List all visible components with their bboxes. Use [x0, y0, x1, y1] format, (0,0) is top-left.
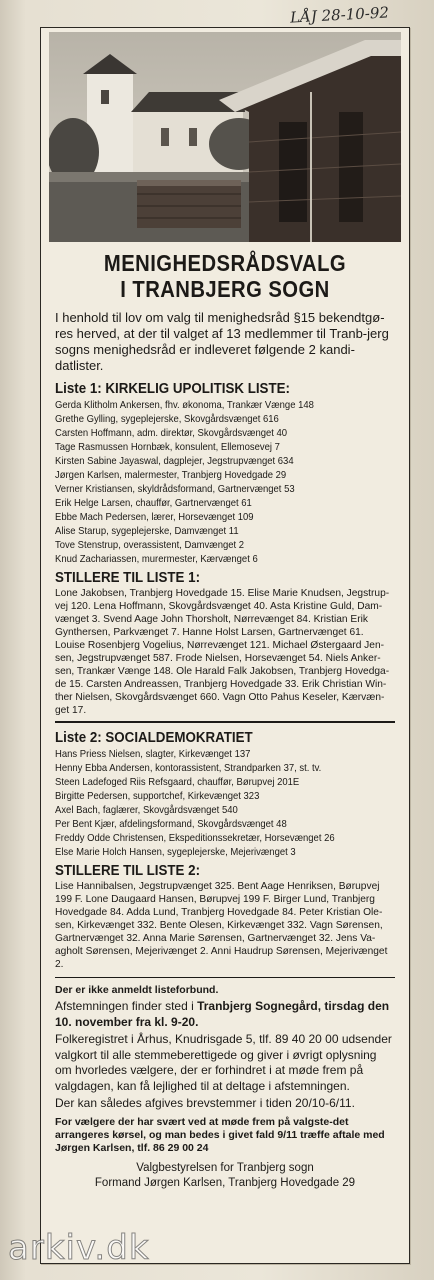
list1-stillere-heading: STILLERE TIL LISTE 1:	[55, 570, 201, 586]
list-item: Freddy Odde Christensen, Ekspeditionssekretær, Horsevænget 26	[55, 833, 335, 844]
list-item: Kirsten Sabine Jayaswal, dagplejer, Jegstrupvænget 634	[55, 456, 294, 467]
headline-line-2: I TRANBJERG SOGN	[120, 276, 330, 302]
voting-info-location: Tranbjerg Sognegård, tirsdag den 10. november fra kl. 9-20.	[55, 999, 390, 1029]
handwritten-date: LÅJ 28-10-92	[289, 3, 390, 27]
transport-info: For vælgere der har svært ved at møde frem på valgste-det arrangeres kørsel, og man bedes i givet fald 9/11 træffe aftale med Jørgen Karlsen, tlf. 86 29 00 24	[55, 1115, 385, 1154]
registry-info: Folkeregistret i Århus, Knudrisgade 5, tlf. 89 40 20 00 udsender valgkort til alle stemmeberettigede og giver i øvrigt oplysning om hvorledes vælgere, der er forhindret i at møde frem på valgdagen, kan få lejlighed til at deltage i afstemningen.	[55, 1032, 392, 1093]
voting-info	[55, 999, 395, 1030]
list-item: Ebbe Mach Pedersen, lærer, Horsevænget 109	[55, 512, 254, 523]
list-item: Knud Zachariassen, murermester, Kærvænget 6	[55, 554, 258, 565]
list-item: Axel Bach, faglærer, Skovgårdsvænget 540	[55, 805, 238, 816]
list-item: Erik Helge Larsen, chauffør, Gartnervænget 61	[55, 498, 252, 509]
signature-line-2: Formand Jørgen Karlsen, Tranbjerg Hovedgade 29	[94, 1176, 356, 1189]
list-item: Verner Kristiansen, skyldrådsformand, Gartnervænget 53	[55, 484, 295, 495]
list-item: Birgitte Pedersen, supportchef, Kirkevænget 323	[55, 791, 260, 802]
list-item: Jørgen Karlsen, malermester, Tranbjerg Hovedgade 29	[55, 470, 287, 481]
intro-paragraph: I henhold til lov om valg til menighedsråd §15 bekendtgø-res herved, at der til valget af 13 medlemmer til Tranb-jerg sogns menighedsråd er indleveret følgende 2 kandi-datlister.	[55, 310, 389, 373]
signature	[55, 1161, 395, 1191]
list2-members	[55, 748, 395, 859]
no-alliance-note: Der er ikke anmeldt listeforbund.	[55, 984, 219, 996]
headline-line-1: MENIGHEDSRÅDSVALG	[103, 250, 347, 276]
archive-watermark: arkiv.dk	[8, 1228, 150, 1268]
divider	[55, 977, 395, 978]
list2-stillere-heading: STILLERE TIL LISTE 2:	[55, 863, 201, 879]
list-item: Gerda Klitholm Ankersen, fhv. økonoma, Trankær Vænge 148	[55, 400, 314, 411]
voting-info-text: Afstemningen finder sted i	[55, 999, 198, 1013]
church-photo	[49, 32, 401, 242]
list-item: Grethe Gylling, sygeplejerske, Skovgårdsvænget 616	[55, 414, 279, 425]
postal-vote-info: Der kan således afgives brevstemmer i tiden 20/10-6/11.	[55, 1096, 355, 1110]
announcement-body	[55, 250, 395, 1191]
list-item: Henny Ebba Andersen, kontorassistent, Strandparken 37, st. tv.	[55, 763, 322, 774]
list1-members	[55, 399, 395, 566]
list-item: Per Bent Kjær, afdelingsformand, Skovgårdsvænget 48	[55, 819, 287, 830]
newspaper-clipping	[40, 27, 410, 1264]
list-item: Alise Starup, sygeplejerske, Damvænget 11	[55, 526, 239, 537]
list-item: Carsten Hoffmann, adm. direktør, Skovgårdsvænget 40	[55, 428, 288, 439]
list-item: Tove Stenstrup, overassistent, Damvænget 2	[55, 540, 245, 551]
list-item: Tage Rasmussen Hornbæk, konsulent, Ellemosevej 7	[55, 442, 280, 453]
list-item: Hans Priess Nielsen, slagter, Kirkevænget 137	[55, 749, 251, 760]
list2-stillere: Lise Hannibalsen, Jegstrupvænget 325. Bent Aage Henriksen, Børupvej 199 F. Lone Daugaard Hansen, Børupvej 199 F. Birger Lund, Tranbjerg Hovedgade 84. Adda Lund, Tranbjerg Hovedgade 84. Peter Kristian Ole-sen, Kirkevænget 332. Bente Olesen, Kirkevænget 332. Vagn Sørensen, Gartnervænget 32. Anna Marie Sørensen, Gartnervænget 32. Jens Va-agholt Sørensen, Mejerivænget 2. Anni Haudrup Sørensen, Mejerivænget 2.	[55, 881, 388, 970]
divider	[55, 721, 395, 723]
list-item: Steen Ladefoged Riis Refsgaard, chauffør, Børupvej 201E	[55, 777, 300, 788]
list1-heading: Liste 1: KIRKELIG UPOLITISK LISTE:	[55, 381, 290, 397]
signature-line-1: Valgbestyrelsen for Tranbjerg sogn	[136, 1161, 314, 1174]
list1-stillere: Lone Jakobsen, Tranbjerg Hovedgade 15. Elise Marie Knudsen, Jegstrup-vej 120. Lena Hoffmann, Skovgårdsvænget 40. Asta Kristine Guld, Dam-vænget 3. Svend Aage John Thorsholt, Nørrevænget 84. Kristian Erik Gynthersen, Parkvænget 7. Hanne Holst Larsen, Gartnervænget 61. Louise Rosenbjerg Vogelius, Nørrevænget 121. Michael Østergaard Jen-sen, Jegstrupvænget 587. Frode Nielsen, Horsevænget 54. Niels Anker-sen, Trankær Vænge 148. Ole Harald Falk Jakobsen, Tranbjerg Hovedga-de 15. Carsten Andreassen, Tranbjerg Hovedgade 33. Erik Christian Win-ther Nielsen, Skovgårdsvænget 660. Vagn Otto Pahus Keseler, Kærvæn-get 17.	[55, 588, 390, 716]
list2-heading: Liste 2: SOCIALDEMOKRATIET	[55, 730, 253, 746]
list-item: Else Marie Holch Hansen, sygeplejerske, Mejerivænget 3	[55, 847, 296, 858]
